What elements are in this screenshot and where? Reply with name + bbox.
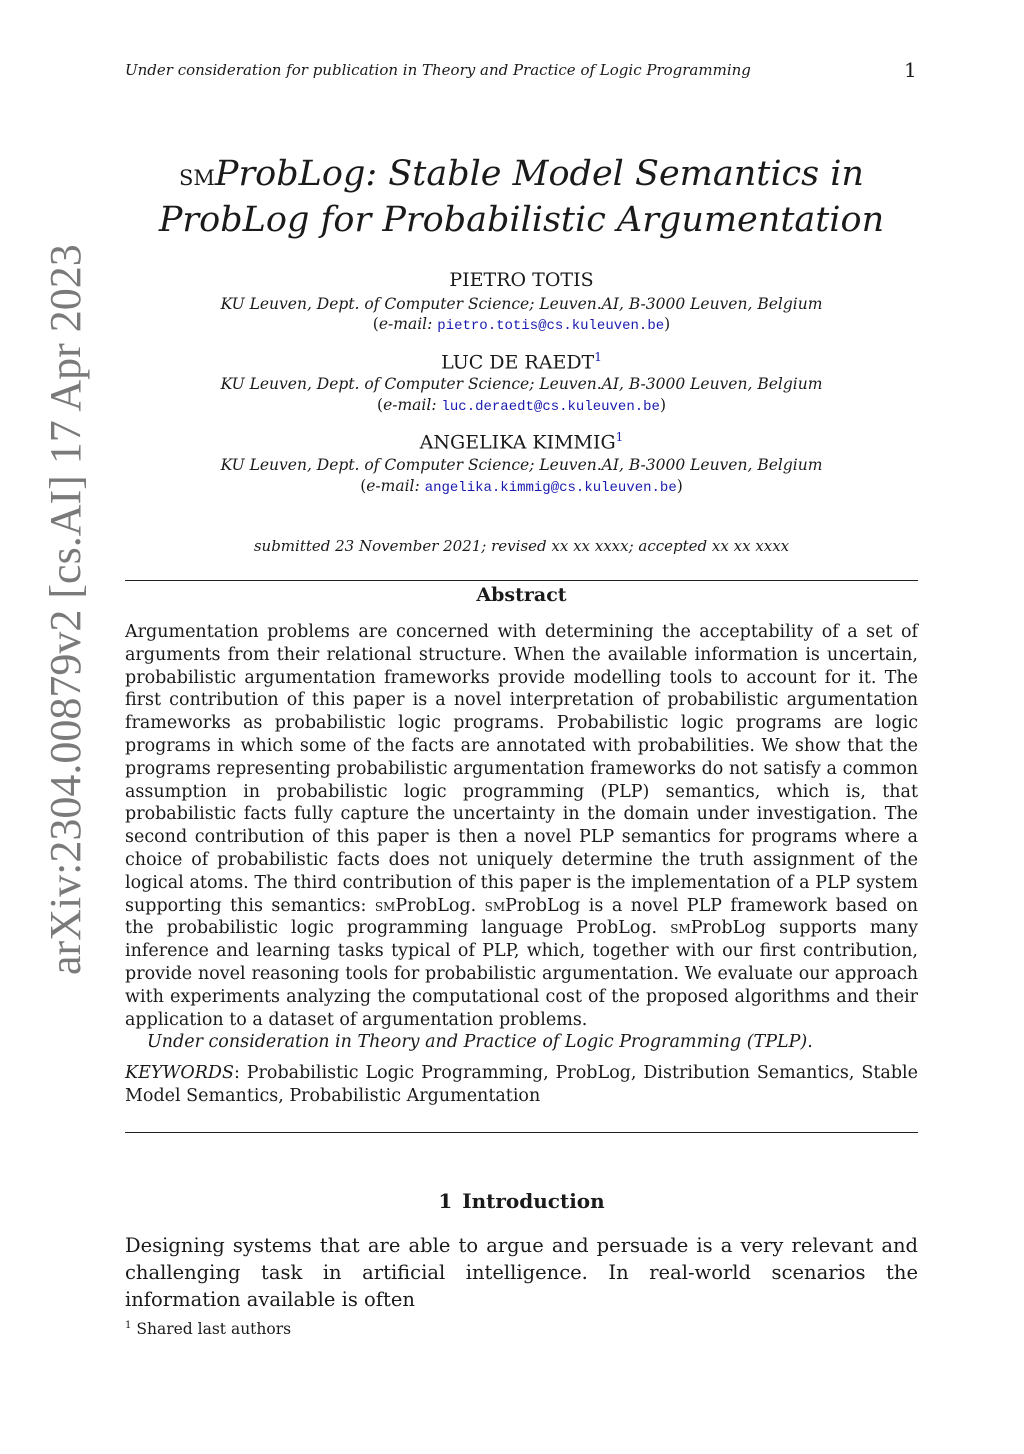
footnote-text: Shared last authors [136, 1320, 292, 1339]
author-footnote-mark[interactable]: 1 [594, 350, 602, 364]
footnote-mark: 1 [125, 1320, 132, 1331]
author-footnote-mark[interactable]: 1 [615, 430, 624, 444]
email-label: e-mail: [366, 477, 420, 495]
section-heading [125, 1189, 918, 1213]
running-head: Under consideration for publication in Theory and Practice of Logic Programming [125, 61, 751, 79]
email-label: e-mail: [378, 315, 433, 333]
email-label: e-mail: [383, 396, 437, 414]
smallcaps-prefix: sm [670, 918, 691, 939]
submission-dates: submitted 23 November 2021; revised xx xx xxxx; accepted xx xx xxxx [253, 537, 790, 555]
divider-top [125, 580, 918, 581]
section-title: Introduction [462, 1189, 605, 1213]
abstract-body [125, 621, 918, 1054]
abstract-paragraph [125, 621, 918, 1031]
abstract-text: ProbLog. [395, 895, 485, 916]
abstract-text: ProbLog is a novel PLP framework based on the probabilistic logic programming language ProbLog. [125, 895, 918, 939]
author-name [125, 269, 918, 291]
author-affiliation: KU Leuven, Dept. of Computer Science; Leuven.AI, B-3000 Leuven, Belgium [220, 456, 823, 474]
paper-title [125, 152, 918, 242]
arxiv-stamp: arXiv:2304.00879v2 [cs.AI] 17 Apr 2023 [41, 244, 90, 975]
abstract-text: Argumentation problems are concerned with determining the acceptability of a set of arguments from their relational structure. When the available information is uncertain, probabilistic argumentation frameworks provide modelling tools to account for it. The first contribution of this paper is a novel interpretation of probabilistic argumentation frameworks as probabilistic logic programs. Probabilistic logic programs are logic programs in which some of the facts are annotated with probabilities. We show that the programs representing probabilistic argumentation frameworks do not satisfy a common assumption in probabilistic logic programming (PLP) semantics, which is, that probabilistic facts fully capture the uncertainty in the domain under investigation. The second contribution of this paper is then a novel PLP semantics for programs where a choice of probabilistic facts does not uniquely determine the truth assignment of the logical atoms. The third contribution of this paper is the implementation of a PLP system supporting this semantics: [125, 622, 918, 916]
title-text: ProbLog: Stable Model Semantics in ProbLog for Probabilistic Argumentation [158, 154, 885, 240]
divider-bottom [125, 1132, 918, 1133]
author-email: (e-mail: pietro.totis@cs.kuleuven.be) [372, 315, 671, 334]
author-name-text: PIETRO TOTIS [449, 269, 594, 291]
abstract-heading: Abstract [476, 584, 567, 606]
author-name [125, 430, 918, 453]
section-body: Designing systems that are able to argue and persuade is a very relevant and challenging task in artificial intelligence. In real-world scenarios the information available is often [125, 1234, 918, 1311]
keywords-text: : Probabilistic Logic Programming, ProbLog, Distribution Semantics, Stable Model Semantics, Probabilistic Argumentation [125, 1063, 918, 1106]
email-link[interactable]: luc.deraedt@cs.kuleuven.be [441, 399, 660, 415]
author-name-text: LUC DE RAEDT [441, 351, 595, 374]
author-name [125, 350, 918, 373]
smallcaps-prefix: sm [374, 895, 396, 916]
author-email: (e-mail: luc.deraedt@cs.kuleuven.be) [377, 396, 666, 415]
keywords-label: KEYWORDS [125, 1063, 234, 1083]
email-link[interactable]: angelika.kimmig@cs.kuleuven.be [424, 480, 677, 496]
keywords [125, 1062, 918, 1108]
section-number: 1 [438, 1189, 453, 1213]
author-name-text: ANGELIKA KIMMIG [419, 431, 616, 454]
author-email: (e-mail: angelika.kimmig@cs.kuleuven.be) [360, 477, 683, 496]
title-prefix: sm [179, 158, 215, 193]
smallcaps-prefix: sm [484, 895, 506, 916]
page-number: 1 [904, 58, 917, 82]
abstract-text: ProbLog supports many inference and learning tasks typical of PLP, which, together with our first contribution, provide novel reasoning tools for probabilistic argumentation. We evaluate our approach with experiments analyzing the computational cost of the proposed algorithms and their application to a dataset of argumentation problems. [125, 918, 918, 1030]
footnote [125, 1320, 291, 1338]
author-affiliation: KU Leuven, Dept. of Computer Science; Leuven.AI, B-3000 Leuven, Belgium [220, 295, 823, 313]
author-affiliation: KU Leuven, Dept. of Computer Science; Leuven.AI, B-3000 Leuven, Belgium [220, 375, 823, 393]
tplp-note: Under consideration in Theory and Practice of Logic Programming (TPLP). [147, 1032, 813, 1053]
email-link[interactable]: pietro.totis@cs.kuleuven.be [437, 318, 665, 334]
